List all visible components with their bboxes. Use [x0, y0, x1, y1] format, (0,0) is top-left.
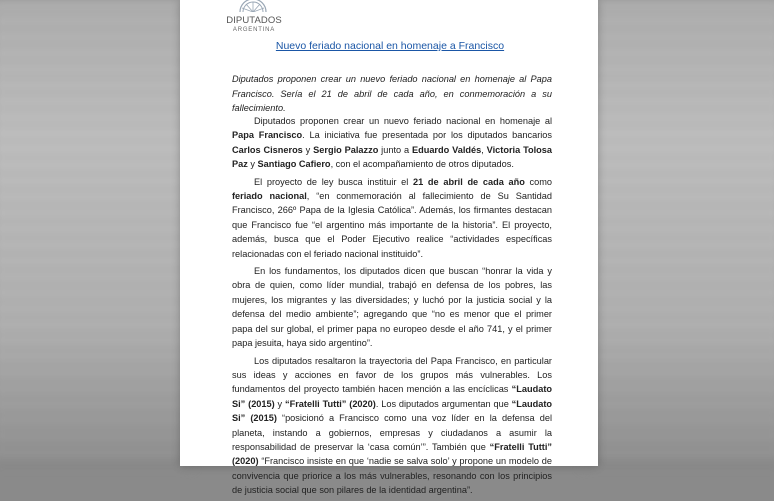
paragraph-1: Diputados proponen crear un nuevo feriado nacional en homenaje al Papa Francisco. La iniciativa fue presentada por los diputados bancarios Carlos Cisneros y Sergio Palazzo junto a Eduardo Valdés, Victoria Tolosa Paz y Santiago Cafiero, con el acompañamiento de otros diputados. [232, 116, 552, 170]
blurred-background-left [0, 0, 190, 466]
paragraph-3: En los fundamentos, los diputados dicen que buscan “honrar la vida y obra de quien, como líder mundial, trabajó en defensa de los pobres, las mujeres, los migrantes y las diversidades; y luchó por la justicia social y la defensa del medio ambiente”; agregando que “no es menor que el primer papa del sur global, el primer papa no europeo desde el año 741, y el primer papa jesuita, haya sido argentino”. [232, 266, 552, 349]
blurred-background-right [584, 0, 774, 466]
paragraph-4: Los diputados resaltaron la trayectoria del Papa Francisco, en particular sus ideas y acciones en favor de los grupos más vulnerables. Los fundamentos del proyecto también hacen mención a las encíclicas “Laudato Si” (2015) y “Fratelli Tutti” (2020). Los diputados argumentan que “Laudato Si” (2015) “posicionó a Francisco como una voz líder en la defensa del planeta, instando a gobiernos, empresas y ciudadanos a asumir la responsabilidad de preservar la ‘casa común’”. También que “Fratelli Tutti” (2020) “Francisco insiste en que ‘nadie se salva solo’ y propone un modelo de convivencia que priorice a los más vulnerables, resonando con los principios de justicia social que son pilares de la identidad argentina”. [232, 355, 552, 496]
logo-subtitle: ARGENTINA [232, 27, 276, 33]
article-body [232, 114, 552, 501]
logo-emblem-icon [238, 0, 268, 12]
logo-title: DIPUTADOS [226, 15, 282, 26]
paragraph-2: El proyecto de ley busca instituir el 21 de abril de cada año como feriado nacional, “en conmemoración al fallecimiento de Su Santidad Francisco, 266º Papa de la Iglesia Católica”. Además, los firmantes destacan que Francisco fue “el argentino más importante de la historia”. El proyecto, además, busca que el Poder Ejecutivo realice “actividades específicas relacionadas con el feriado nacional instituido”. [232, 176, 552, 259]
article-title[interactable]: Nuevo feriado nacional en homenaje a Francisco [275, 40, 505, 52]
article-lead: Diputados proponen crear un nuevo feriado nacional en homenaje al Papa Francisco. Sería el 21 de abril de cada año, en conmemoración a su fallecimiento. [232, 74, 552, 113]
diputados-logo [226, 0, 280, 36]
